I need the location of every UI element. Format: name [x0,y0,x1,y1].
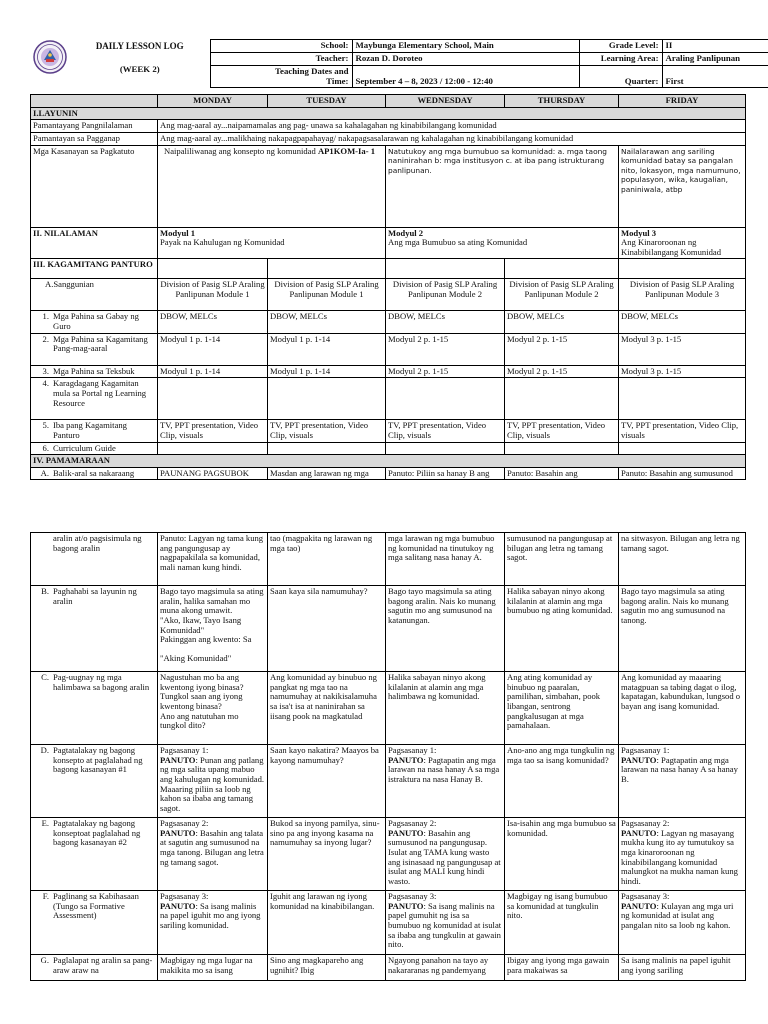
g-fri: Sa isang malinis na papel iguhit ang iyong sariling [619,955,746,981]
b-label: Paghahabi sa layunin ng aralin [53,586,137,606]
e-label-cell [31,818,158,891]
c-num: C. [41,672,49,682]
school-value: Maybunga Elementary School, Main [352,40,579,53]
c-fri: Ang komunidad ay maaaring matagpuan sa tabing dagat o ilog, kapatagan, kabundukan, lungsod o bayan ang isang komunidad. [619,672,746,745]
e-num: E. [41,818,49,828]
e-wed-heading: Pagsasanay 2: [388,818,437,828]
seal-cell [30,40,70,88]
d-num: D. [40,745,49,755]
curriculum-num: 6. [42,442,49,453]
c-mon: Nagustuhan mo ba ang kwentong iyong binasa? Tungkol saan ang iyong kwentong binasa? Ano ang natutuhan mo tungkol dito? [158,672,268,745]
gabay-tue: DBOW, MELCs [268,311,386,333]
b-thu: Halika sabayan ninyo akong kilalanin at alamin ang mga bumubuo ng ating komunidad. [505,586,619,672]
b-wed: Bago tayo magsimula sa ating bagong aralin. Nais ko munang sagutin mo ang sumusunod na katanungan. [386,586,505,672]
teacher-value: Rozan D. Doroteo [352,52,579,65]
g-wed: Ngayong panahon na tayo ay nakararanas ng pandemyang [386,955,505,981]
f-tue: Iguhit ang larawan ng iyong komunidad na kinabibilangan. [268,891,386,955]
kagamitan-label: III. KAGAMITANG PANTURO [31,259,158,279]
e-wed-panuto: PANUTO [388,827,424,838]
d-wed-panuto: PANUTO [388,754,424,765]
sanggunian-thu: Division of Pasig SLP Araling Panlipunan Module 2 [505,279,619,311]
karagdagang-num: 4. [42,378,49,389]
teksbuk-label: Mga Pahina sa Teksbuk [53,365,135,376]
corner-cell [31,95,158,108]
lesson-table-page1 [30,94,746,480]
d-wed [386,745,505,818]
teksbuk-num: 3. [42,365,49,376]
sanggunian-label: A.Sanggunian [31,279,158,311]
iba-thu: TV, PPT presentation, Video Clip, visuals [505,420,619,442]
a-tue: tao (magpakita ng larawan ng mga tao) [268,533,386,586]
f-label-cell [31,891,158,955]
f-fri-text: : Kulayan ang mga uri ng komunidad at isulat ang pangalan nito sa loob ng kahon. [621,900,734,930]
iba-mon: TV, PPT presentation, Video Clip, visuals [158,420,268,442]
pangnilalaman-value: Ang mag-aaral ay...naipamamalas ang pag- unawa sa kahalagahan ng kinabibilangang komunidad [158,120,746,133]
teksbuk-fri: Modyul 3 p. 1-15 [619,365,746,378]
f-thu: Magbigay ng isang bumubuo sa komunidad at tungkulin nito. [505,891,619,955]
iba-num: 5. [42,420,49,431]
d-thu: Ano-ano ang mga tungkulin ng mga tao sa isang komunidad? [505,745,619,818]
gabay-label: Mga Pahina sa Gabay ng Guro [53,311,139,331]
pangnilalaman-label: Pamantayang Pangnilalaman [31,120,158,133]
nilalaman-fri [619,227,746,259]
day-wednesday: WEDNESDAY [386,95,505,108]
day-friday: FRIDAY [619,95,746,108]
b-label-cell [31,586,158,672]
grade-value: II [662,40,768,53]
iba-wed: TV, PPT presentation, Video Clip, visuals [386,420,505,442]
gabay-mon: DBOW, MELCs [158,311,268,333]
dates-label-line1: Teaching Dates and [275,65,349,76]
day-monday: MONDAY [158,95,268,108]
kasanayan-wed-thu: Natutukoy ang mga bumubuo sa komunidad: a. mga taong naninirahan b: mga institusyon c. at iba pang istrukturang panlipunan. [386,145,619,227]
iba-tue: TV, PPT presentation, Video Clip, visuals [268,420,386,442]
g-thu: Ibigay ang iyong mga gawain para makaiwas sa [505,955,619,981]
gabay-num: 1. [42,311,49,322]
f-wed-panuto: PANUTO [388,900,424,911]
c-wed: Halika sabayan ninyo akong kilalanin at alamin ang mga halimbawa ng komunidad. [386,672,505,745]
empty-cell [268,378,386,420]
empty-cell [505,442,619,455]
kagamitan-pang-thu: Modyul 2 p. 1-15 [505,333,619,365]
empty-cell [505,378,619,420]
nilalaman-wed-thu [386,227,619,259]
dates-value: September 4 – 8, 2023 / 12:00 - 12:40 [352,65,579,88]
nilalaman-wed-title: Modyul 2 [388,227,424,238]
empty-cell [158,378,268,420]
d-fri [619,745,746,818]
e-label: Pagtatalakay ng bagong konseptoat paglalahad ng bagong kasanayan #2 [53,818,141,848]
iba-label: Iba pang Kagamitang Panturo [53,420,127,440]
d-fri-heading: Pagsasanay 1: [621,745,670,755]
kagamitan-pang-label: Mga Pahina sa Kagamitang Pang-mag-aaral [53,333,148,354]
e-fri-heading: Pagsasanay 2: [621,818,670,828]
d-wed-text: : Pagtapatin ang mga larawan na nasa hanay A sa mga istraktura na nasa Hanay B. [388,754,500,784]
nilalaman-label: II. NILALAMAN [31,227,158,259]
empty-cell [268,442,386,455]
g-label-cell [31,955,158,981]
quarter-label: Quarter: [579,65,662,88]
e-fri [619,818,746,891]
kagamitan-pang-tue: Modyul 1 p. 1-14 [268,333,386,365]
iba-fri: TV, PPT presentation, Video Clip, visuals [619,420,746,442]
c-label: Pag-uugnay ng mga halimbawa sa bagong aralin [53,672,150,692]
f-fri-panuto: PANUTO [621,900,657,911]
grade-label: Grade Level: [579,40,662,53]
empty-cell [268,259,386,279]
kasanayan-mon-tue [158,145,386,227]
empty-cell [158,442,268,455]
kagamitan-pang-mon: Modyul 1 p. 1-14 [158,333,268,365]
teksbuk-wed: Modyul 2 p. 1-15 [386,365,505,378]
day-thursday: THURSDAY [505,95,619,108]
area-value: Araling Panlipunan [662,52,768,65]
kagamitan-pang-num: 2. [42,333,49,344]
balik-tue: Masdan ang larawan ng mga [268,467,386,480]
e-mon-text: : Basahin ang talata at sagutin ang sumusunod na mga tanong. Bilugan ang letra ng tamang sagot. [160,827,264,867]
c-label-cell [31,672,158,745]
section-layunin: I.LAYUNIN [31,107,746,120]
nilalaman-fri-text: Ang Kinaroroonan ng Kinabibilangang Komunidad [621,237,722,257]
empty-cell [619,259,746,279]
log-title: DAILY LESSON LOG [95,40,184,51]
a-mon: Panuto: Lagyan ng tama kung ang pangungusap ay nagpapakilala sa komunidad, mali naman kung hindi. [158,533,268,586]
f-mon-heading: Pagsasanay 3: [160,891,209,901]
d-fri-text: : Pagtapatin ang mga larawan na nasa hanay A sa hanay B. [621,754,738,784]
header-table [30,39,768,88]
f-wed-heading: Pagsasanay 3: [388,891,437,901]
f-wed-text: : Sa isang malinis na papel gumuhit ng isa sa bumubuo ng komunidad at isulat sa ibaba ang tungkulin at gawain nito. [388,900,502,950]
e-mon [158,818,268,891]
teksbuk-label-cell [31,365,158,378]
sanggunian-wed: Division of Pasig SLP Araling Panlipunan Module 2 [386,279,505,311]
e-fri-panuto: PANUTO [621,827,657,838]
d-mon-heading: Pagsasanay 1: [160,745,209,755]
section-pamamaraan: IV. PAMAMARAAN [31,455,746,468]
kasanayan-text: Naipaliliwanag ang konsepto ng komunidad [164,145,318,156]
balik-label-cell [31,467,158,480]
empty-cell [158,259,268,279]
d-mon [158,745,268,818]
kasanayan-label: Mga Kasanayan sa Pagkatuto [31,145,158,227]
dates-label-line2: Time: [326,75,349,86]
kasanayan-code: AP1KOM-Ia- 1 [317,145,375,156]
e-thu: Isa-isahin ang mga bumubuo sa komunidad. [505,818,619,891]
balik-num: A. [40,467,49,478]
f-fri-heading: Pagsasanay 3: [621,891,670,901]
empty-cell [386,442,505,455]
d-wed-heading: Pagsasanay 1: [388,745,437,755]
curriculum-label-cell [31,442,158,455]
g-mon: Magbigay ng mga lugar na makikita mo sa isang [158,955,268,981]
gabay-wed: DBOW, MELCs [386,311,505,333]
sanggunian-tue: Division of Pasig SLP Araling Panlipunan Module 1 [268,279,386,311]
a-cont-label: aralin at/o pagsisimula ng bagong aralin [53,533,142,553]
c-thu: Ang ating komunidad ay binubuo ng paaralan, pamilihan, simbahan, pook libangan, sentrong pangkalusugan at mga pamahalaan. [505,672,619,745]
kagamitan-pang-label-cell [31,333,158,365]
g-num: G. [40,955,49,965]
g-tue: Sino ang magkapareho ang ugnihit? Ibig [268,955,386,981]
e-mon-panuto: PANUTO [160,827,196,838]
kagamitan-pang-wed: Modyul 2 p. 1-15 [386,333,505,365]
balik-label: Balik-aral sa nakaraang [53,467,135,478]
kagamitan-pang-fri: Modyul 3 p. 1-15 [619,333,746,365]
b-mon: Bago tayo magsimula sa ating aralin, halika samahan mo muna akong umawit. "Ako, Ikaw, Tayo Isang Komunidad" Pakinggan ang kwento: Sa "Aking Komunidad" [158,586,268,672]
empty-cell [619,378,746,420]
d-mon-text: : Punan ang patlang ng mga salita upang mabuo ang kahulugan ng komunidad. Maaaring piliin sa loob ng kahon sa ibaba ang tamang sagot. [160,754,265,813]
karagdagang-label: Karagdagang Kagamitan mula sa Portal ng Learning Resource [53,378,147,408]
pagganap-label: Pamantayan sa Pagganap [31,132,158,145]
e-tue: Bukod sa inyong pamilya, sinu-sino pa ang inyong kasama na namumuhay sa inyong lugar? [268,818,386,891]
f-wed [386,891,505,955]
f-mon-text: : Sa isang malinis na papel iguhit mo ang iyong sariling komunidad. [160,900,261,930]
d-label: Pagtatalakay ng bagong konsepto at paglalahad ng bagong kasanayan #1 [53,745,143,775]
pagganap-value: Ang mag-aaral ay...malikhaing nakapagpapahayag/ nakapagsasalarawan ng kahalagahan ng kinabibilangang komunidad [158,132,746,145]
nilalaman-mon-tue [158,227,386,259]
balik-fri: Panuto: Basahin ang sumusunod [619,467,746,480]
empty-cell [619,442,746,455]
karagdagang-label-cell [31,378,158,420]
school-label: School: [210,40,352,53]
week-label: (WEEK 2) [119,64,160,75]
teacher-label: Teacher: [210,52,352,65]
empty-cell [505,259,619,279]
a-cont-label-cell [31,533,158,586]
d-fri-panuto: PANUTO [621,754,657,765]
f-label: Paglinang sa Kabihasaan (Tungo sa Formative Assessment) [53,891,139,921]
b-fri: Bago tayo magsimula sa ating bagong aralin. Nais ko munang sagutin mo ang sumusunod na tanong. [619,586,746,672]
b-num: B. [41,586,49,596]
area-label: Learning Area: [579,52,662,65]
lesson-table-page2 [30,532,746,981]
empty-cell [386,378,505,420]
f-fri [619,891,746,955]
kasanayan-fri: Nailalarawan ang sariling komunidad batay sa pangalan nito, lokasyon, mga namumuno, populasyon, wika, kaugalian, paniniwala, atbp [619,145,746,227]
gabay-label-cell [31,311,158,333]
gabay-thu: DBOW, MELCs [505,311,619,333]
a-wed: mga larawan ng mga bumubuo ng komunidad na tinutukoy ng mga salitang nasa hanay A. [386,533,505,586]
sanggunian-fri: Division of Pasig SLP Araling Panlipunan Module 3 [619,279,746,311]
e-mon-heading: Pagsasanay 2: [160,818,209,828]
balik-mon: PAUNANG PAGSUBOK [158,467,268,480]
gabay-fri: DBOW, MELCs [619,311,746,333]
nilalaman-mon-title: Modyul 1 [160,227,196,238]
quarter-value: First [662,65,768,88]
d-tue: Saan kayo nakatira? Maayos ba kayong namumuhay? [268,745,386,818]
nilalaman-wed-text: Ang mga Bumubuo sa ating Komunidad [388,237,528,248]
nilalaman-fri-title: Modyul 3 [621,227,657,238]
teksbuk-tue: Modyul 1 p. 1-14 [268,365,386,378]
sanggunian-mon: Division of Pasig SLP Araling Panlipunan Module 1 [158,279,268,311]
c-tue: Ang komunidad ay binubuo ng pangkat ng mga tao na namumuhay at nakikisalamuha sa isa't isa at naninirahan sa iisang pook na magkatulad [268,672,386,745]
e-wed [386,818,505,891]
teksbuk-thu: Modyul 2 p. 1-15 [505,365,619,378]
day-tuesday: TUESDAY [268,95,386,108]
curriculum-label: Curriculum Guide [53,442,116,453]
a-thu: sumusunod na pangungusap at bilugan ang letra ng tamang sagot. [505,533,619,586]
balik-thu: Panuto: Basahin ang [505,467,619,480]
a-fri: na sitwasyon. Bilugan ang letra ng tamang sagot. [619,533,746,586]
iba-label-cell [31,420,158,442]
teksbuk-mon: Modyul 1 p. 1-14 [158,365,268,378]
d-mon-panuto: PANUTO [160,754,196,765]
e-fri-text: : Lagyan ng masayang mukha kung ito ay tumutukoy sa mga kinaroroonan ng kinabibilangang komunidad malungkot na mukha naman kung hindi. [621,827,738,886]
g-label: Paglalapat ng aralin sa pang-araw araw na [53,955,153,975]
b-tue: Saan kaya sila namumuhay? [268,586,386,672]
nilalaman-mon-text: Payak na Kahulugan ng Komunidad [160,237,285,248]
e-wed-text: : Basahin ang sumusunod na pangungusap. Isulat ang TAMA kung wasto ang isinasaad ng pangungusap at isulat ang MALI kung hindi wasto. [388,827,501,886]
f-num: F. [42,891,49,901]
dates-label [210,65,352,88]
f-mon-panuto: PANUTO [160,900,196,911]
empty-cell [386,259,505,279]
f-mon [158,891,268,955]
balik-wed: Panuto: Piliin sa hanay B ang [386,467,505,480]
d-label-cell [31,745,158,818]
